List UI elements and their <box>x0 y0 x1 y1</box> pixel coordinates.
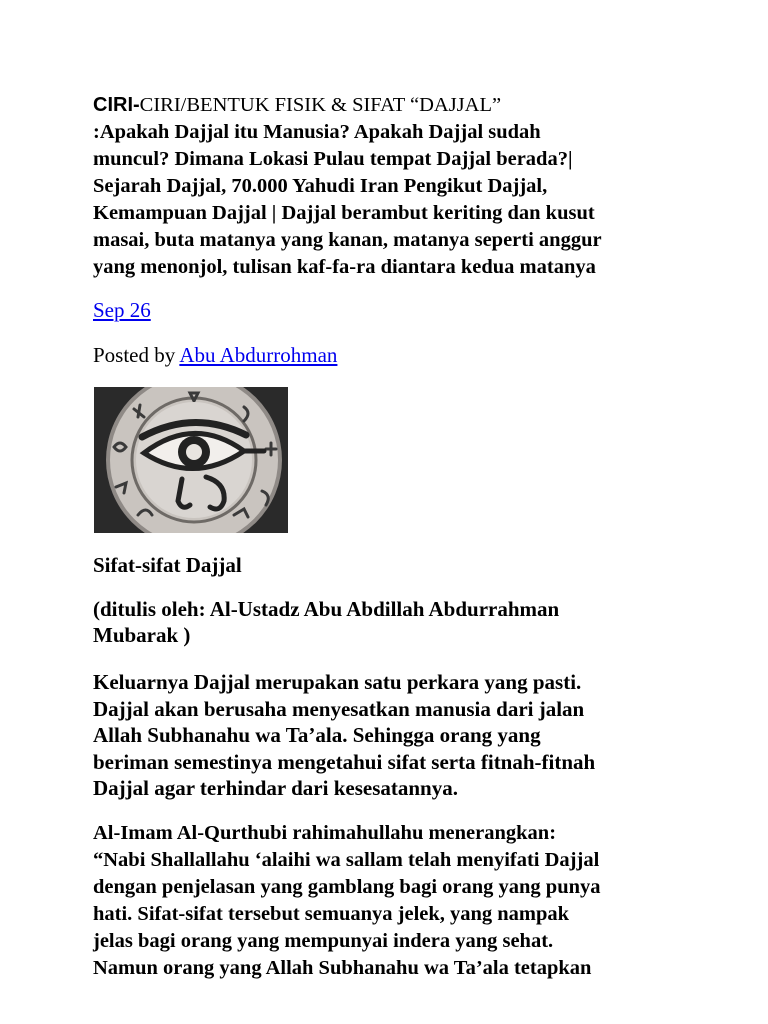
paragraph-intro <box>93 669 683 802</box>
paragraph-line: Keluarnya Dajjal merupakan satu perkara yang pasti. <box>93 670 582 694</box>
eye-of-horus-amulet-image <box>94 387 288 533</box>
credit-line: (ditulis oleh: Al-Ustadz Abu Abdillah Abdurrahman <box>93 597 560 621</box>
heading-lead-b: CIRI/BENTUK FISIK & SIFAT “DAJJAL” <box>139 94 502 116</box>
paragraph-line: Dajjal akan berusaha menyesatkan manusia dari jalan <box>93 696 585 721</box>
heading-line: Kemampuan Dajjal | Dajjal berambut keriting dan kusut <box>93 202 595 224</box>
paragraph-line: hati. Sifat-sifat tersebut semuanya jelek, yang nampak <box>93 903 570 925</box>
paragraph-line: beriman semestinya mengetahui sifat serta fitnah-fitnah <box>93 749 596 774</box>
heading-line: Sejarah Dajjal, 70.000 Yahudi Iran Pengikut Dajjal, <box>93 175 548 197</box>
heading-line: :Apakah Dajjal itu Manusia? Apakah Dajjal sudah <box>93 121 541 143</box>
heading-line: masai, buta matanya yang kanan, matanya seperti anggur <box>93 229 602 251</box>
author-credit <box>93 596 673 648</box>
author-link[interactable]: Abu Abdurrohman <box>179 343 338 367</box>
heading-lead-a: CIRI- <box>93 94 140 116</box>
paragraph-line: dengan penjelasan yang gamblang bagi orang yang punya <box>93 876 601 898</box>
eye-of-horus-icon <box>94 387 288 533</box>
section-subtitle: Sifat-sifat Dajjal <box>93 553 242 577</box>
paragraph-qurthubi <box>93 820 683 982</box>
paragraph-line: Allah Subhanahu wa Ta’ala. Sehingga orang yang <box>93 723 541 747</box>
paragraph-line: “Nabi Shallallahu ‘alaihi wa sallam telah menyifati Dajjal <box>93 849 600 871</box>
credit-line: Mubarak ) <box>93 623 191 647</box>
paragraph-line: jelas bagi orang yang mempunyai indera yang sehat. <box>93 930 554 952</box>
post-date-link[interactable]: Sep 26 <box>93 298 151 322</box>
paragraph-line: Dajjal agar terhindar dari kesesatannya. <box>93 776 458 800</box>
heading-line: muncul? Dimana Lokasi Pulau tempat Dajjal berada?| <box>93 148 573 170</box>
posted-by-line <box>93 342 337 369</box>
heading-line-1 <box>93 92 683 119</box>
heading-line: yang menonjol, tulisan kaf-fa-ra diantara kedua matanya <box>93 256 596 278</box>
posted-by-prefix: Posted by <box>93 343 180 367</box>
article-heading <box>93 92 683 281</box>
paragraph-line: Namun orang yang Allah Subhanahu wa Ta’ala tetapkan <box>93 957 592 979</box>
paragraph-line: Al-Imam Al-Qurthubi rahimahullahu menerangkan: <box>93 822 557 844</box>
